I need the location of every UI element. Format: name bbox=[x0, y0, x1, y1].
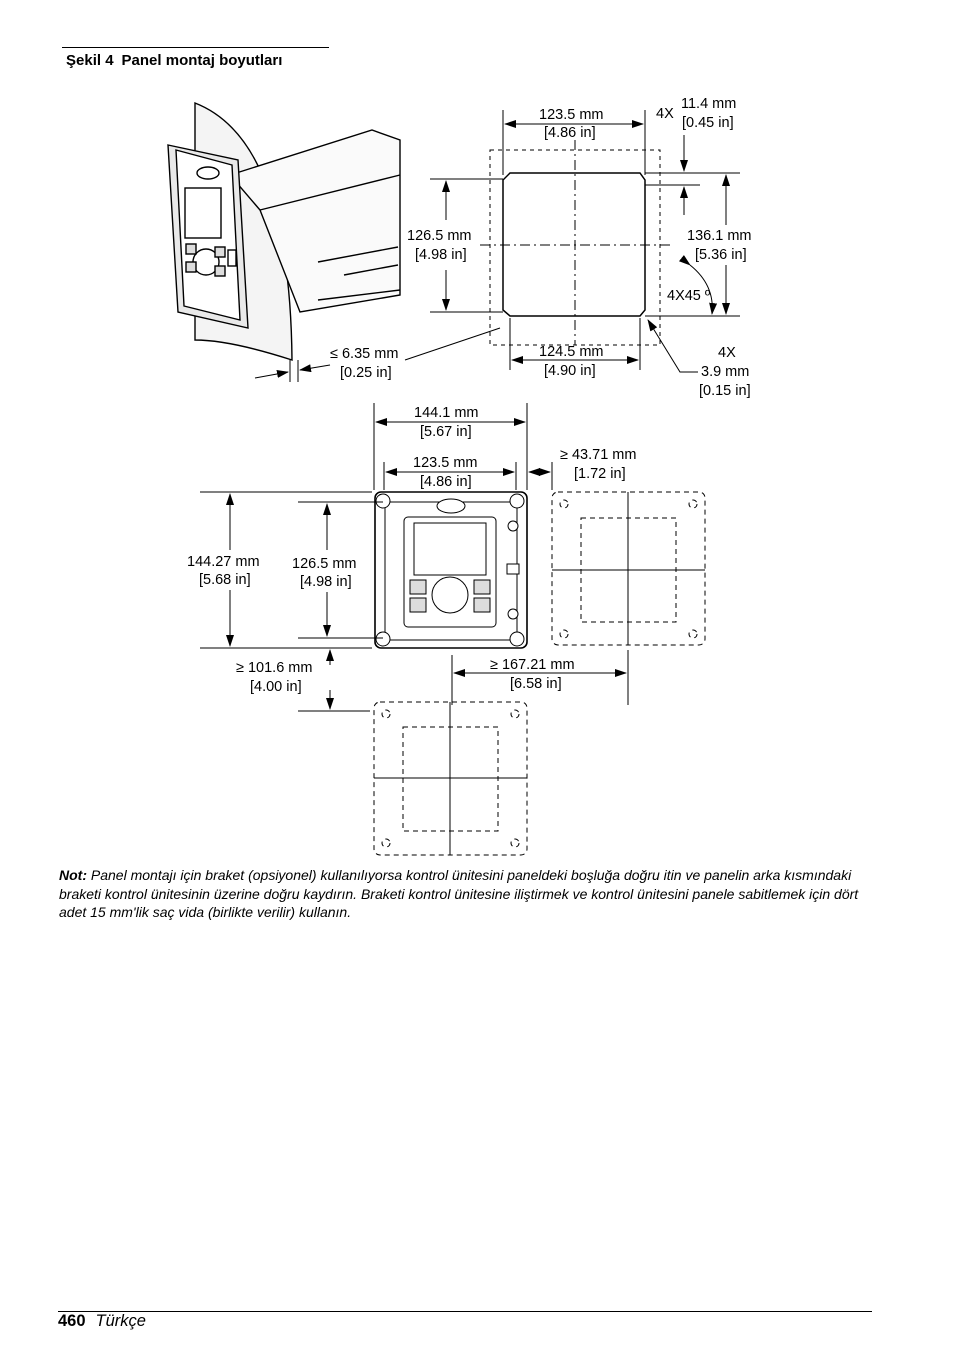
panel-cutout-top-view bbox=[480, 140, 670, 345]
page-footer: 460 Türkçe bbox=[58, 1312, 146, 1330]
footer-rule bbox=[58, 1311, 872, 1312]
unit-height-label: 144.27 mm bbox=[187, 554, 260, 570]
adjacent-cutout-right bbox=[552, 492, 705, 645]
chamfer-label: 4X45 º bbox=[667, 288, 711, 304]
vertical-gap-inch-label: [4.00 in] bbox=[250, 679, 302, 695]
unit-cutout-height-inch-label: [4.98 in] bbox=[300, 574, 352, 590]
bottom-width-inch-label: [4.90 in] bbox=[544, 363, 596, 379]
unit-cutout-height-label: 126.5 mm bbox=[292, 556, 357, 572]
bottom-width-label: 124.5 mm bbox=[539, 344, 604, 360]
cutout-width-label: 123.5 mm bbox=[539, 107, 604, 123]
horizontal-pitch-label: ≥ 167.21 mm bbox=[490, 657, 575, 673]
overall-height-label: 136.1 mm bbox=[687, 228, 752, 244]
panel-thickness-label: ≤ 6.35 mm bbox=[330, 346, 399, 362]
corner-radius-inch-label: [0.45 in] bbox=[682, 115, 734, 131]
cutout-width-inch-label: [4.86 in] bbox=[544, 125, 596, 141]
unit-width-label: 144.1 mm bbox=[414, 405, 479, 421]
hole-diameter-inch-label: [0.15 in] bbox=[699, 383, 751, 399]
figure-title: Şekil 4 Panel montaj boyutları bbox=[66, 52, 283, 69]
unit-height-inch-label: [5.68 in] bbox=[199, 572, 251, 588]
vertical-gap-label: ≥ 101.6 mm bbox=[236, 660, 313, 676]
adjacent-cutout-below bbox=[374, 702, 527, 855]
horizontal-pitch-inch-label: [6.58 in] bbox=[510, 676, 562, 692]
cutout-height-inch-label: [4.98 in] bbox=[415, 247, 467, 263]
horizontal-gap-inch-label: [1.72 in] bbox=[574, 466, 626, 482]
panel-thickness-inch-label: [0.25 in] bbox=[340, 365, 392, 381]
hole-count-label: 4X bbox=[718, 345, 736, 361]
corner-radius-label: 11.4 mm bbox=[681, 96, 737, 112]
controller-perspective-view bbox=[168, 103, 400, 360]
controller-front-view bbox=[375, 492, 527, 648]
corner-radius-count-label: 4X bbox=[656, 106, 674, 122]
unit-cutout-width-inch-label: [4.86 in] bbox=[420, 474, 472, 490]
hole-diameter-label: 3.9 mm bbox=[701, 364, 750, 380]
unit-width-inch-label: [5.67 in] bbox=[420, 424, 472, 440]
unit-cutout-width-label: 123.5 mm bbox=[413, 455, 478, 471]
overall-height-inch-label: [5.36 in] bbox=[695, 247, 747, 263]
cutout-height-label: 126.5 mm bbox=[407, 228, 472, 244]
horizontal-gap-label: ≥ 43.71 mm bbox=[560, 447, 637, 463]
note-paragraph: Not: Panel montajı için braket (opsiyonel) kullanılıyorsa kontrol ünitesini paneldeki boşluğa doğru itin ve panelin arka kısmındaki braketi kontrol ünitesinin üzerine doğru kaydırın. Braketi kontrol ünitesine iliştirmek ve kontrol ünitesini panele sabitlemek için dört adet 15 mm'lik saç vida (birlikte verilir) kullanın. bbox=[59, 867, 859, 920]
